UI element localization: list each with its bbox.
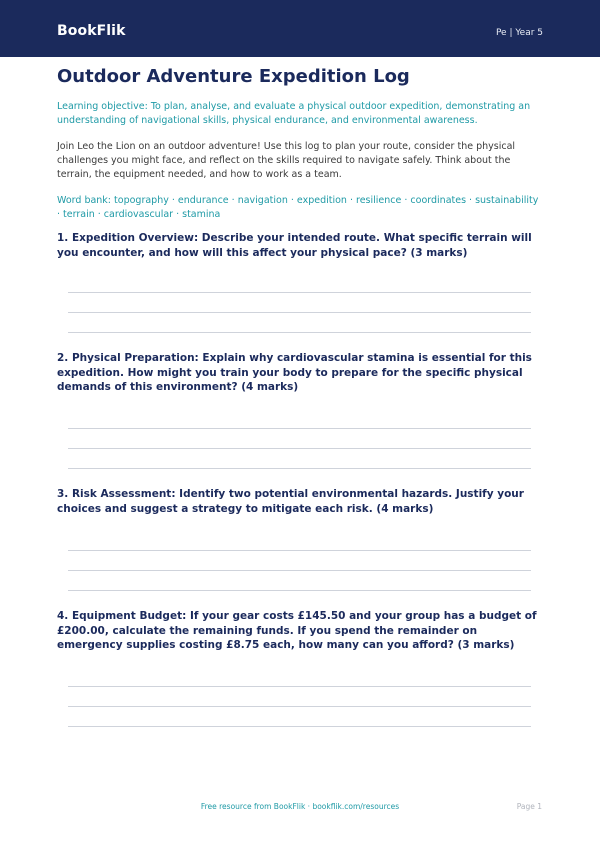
intro-section: [57, 66, 543, 222]
subject-year-label: Pe | Year 5: [495, 28, 543, 38]
answer-line[interactable]: [68, 590, 531, 591]
page-number: Page 1: [516, 802, 542, 811]
answer-line[interactable]: [68, 570, 531, 571]
answer-line[interactable]: [68, 550, 531, 551]
question-2: 2. Physical Preparation: Explain why cardiovascular stamina is essential for this expedition. How might you train your body to prepare for the specific physical demands of this environment? (4 marks): [57, 352, 532, 393]
question-1: 1. Expedition Overview: Describe your intended route. What specific terrain will you encounter, and how will this affect your physical pace? (3 marks): [57, 232, 532, 259]
question-4: 4. Equipment Budget: If your gear costs £145.50 and your group has a budget of £200.00, calculate the remaining funds. If you spend the remainder on emergency supplies costing £8.75 each, how many can you afford? (3 marks): [57, 610, 537, 651]
word-bank: Word bank: topography · endurance · navigation · expedition · resilience · coordinates · sustainability · terrain · cardiovascular · stamina: [57, 195, 539, 220]
footer-link[interactable]: Free resource from BookFlik · bookflik.com/resources: [200, 802, 400, 811]
answer-line[interactable]: [68, 448, 531, 449]
answer-line[interactable]: [68, 468, 531, 469]
page-header: [0, 0, 600, 57]
answer-line[interactable]: [68, 292, 531, 293]
brand-logo: BookFlik: [57, 23, 126, 39]
page-title: Outdoor Adventure Expedition Log: [57, 66, 410, 87]
answer-line[interactable]: [68, 726, 531, 727]
answer-line[interactable]: [68, 332, 531, 333]
answer-line[interactable]: [68, 428, 531, 429]
answer-line[interactable]: [68, 312, 531, 313]
intro-paragraph: Join Leo the Lion on an outdoor adventure! Use this log to plan your route, consider the physical challenges you might face, and reflect on the skills required to navigate safely. Think about the terrain, the equipment needed, and how to work as a team.: [57, 141, 516, 180]
learning-objective: Learning objective: To plan, analyse, and evaluate a physical outdoor expedition, demonstrating an understanding of navigational skills, physical endurance, and environmental awareness.: [57, 101, 531, 126]
answer-line[interactable]: [68, 686, 531, 687]
question-3: 3. Risk Assessment: Identify two potential environmental hazards. Justify your choices and suggest a strategy to mitigate each risk. (4 marks): [57, 488, 524, 515]
answer-line[interactable]: [68, 706, 531, 707]
